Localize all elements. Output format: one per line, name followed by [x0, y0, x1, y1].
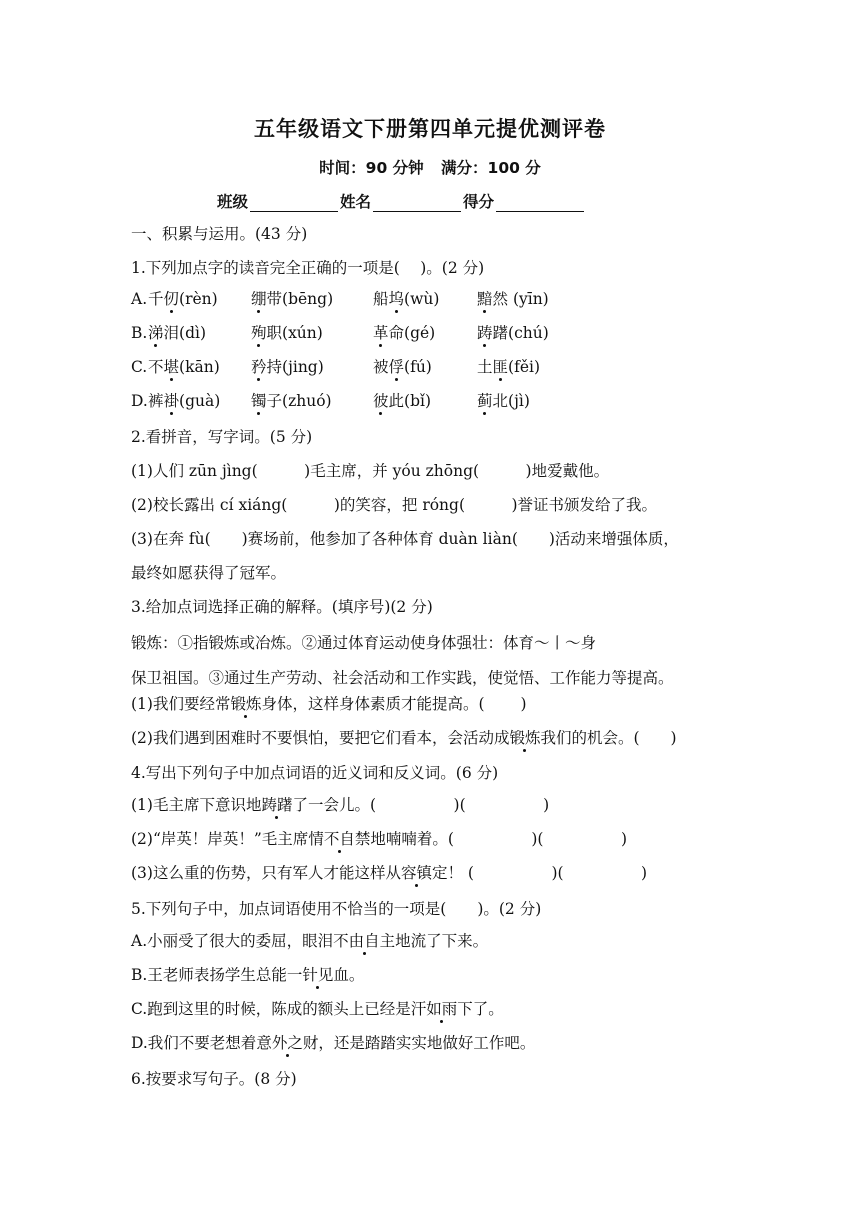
option-item: 被俘(fú)	[373, 358, 432, 376]
option-item: 涕泪(dì)	[148, 324, 206, 342]
option-item: 绷带(bēng)	[251, 290, 334, 308]
full-score: 满分：100 分	[441, 159, 541, 177]
q5-option-a[interactable]: A.小丽受了很大的委屈，眼泪不由自主地流了下来。	[131, 932, 489, 950]
option-item: 土匪(fěi)	[477, 358, 540, 376]
q5-option-c[interactable]: C.跑到这里的时候，陈成的额头上已经是汗如雨下了。	[131, 1000, 504, 1018]
page-title: 五年级语文下册第四单元提优测评卷	[254, 117, 606, 141]
name-label: 姓名	[340, 193, 372, 211]
option-item: 千仞(rèn)	[148, 290, 218, 308]
exam-meta	[0, 156, 860, 178]
student-info	[217, 190, 586, 212]
option-item: 镯子(zhuó)	[251, 392, 332, 410]
option-item: 裤褂(guà)	[148, 392, 221, 410]
q2-line-4: 最终如愿获得了冠军。	[131, 564, 287, 582]
q4-sentence-3[interactable]: (3)这么重的伤势，只有军人才能这样从容镇定！ ( )( )	[131, 864, 648, 882]
option-letter: C.	[131, 358, 148, 376]
question-5-stem: 5.下列句子中，加点词语使用不恰当的一项是( )。(2 分)	[131, 900, 542, 918]
option-item: 殉职(xún)	[251, 324, 323, 342]
time-limit: 时间：90 分钟	[319, 159, 424, 177]
option-letter: D.	[131, 392, 148, 410]
option-item: 船坞(wù)	[373, 290, 440, 308]
q2-line-2[interactable]: (2)校长露出 cí xiáng( )的笑容，把 róng( )誉证书颁发给了我。	[131, 496, 658, 514]
score-label: 得分	[463, 193, 495, 211]
option-letter: B.	[131, 324, 148, 342]
question-4-stem: 4.写出下列句子中加点词语的近义词和反义词。(6 分)	[131, 764, 499, 782]
section-title: 一、积累与运用。(43 分)	[131, 225, 308, 243]
score-blank[interactable]	[496, 195, 584, 212]
question-2-stem: 2.看拼音，写字词。(5 分)	[131, 428, 313, 446]
question-6-stem: 6.按要求写句子。(8 分)	[131, 1070, 297, 1088]
q3-sentence-2[interactable]: (2)我们遇到困难时不要惧怕，要把它们看本，会活动成锻炼我们的机会。( )	[131, 729, 677, 747]
q2-line-1[interactable]: (1)人们 zūn jìng( )毛主席，并 yóu zhōng( )地爱戴他。	[131, 462, 610, 480]
option-item: 黯然 (yīn)	[477, 290, 549, 308]
option-item: 不堪(kān)	[148, 358, 220, 376]
q4-sentence-1[interactable]: (1)毛主席下意识地踌躇了一会儿。( )( )	[131, 796, 550, 814]
q2-line-3[interactable]: (3)在奔 fù( )赛场前，他参加了各种体育 duàn liàn( )活动来增强体质，	[131, 530, 679, 548]
q3-definition-2: 保卫祖国。③通过生产劳动、社会活动和工作实践，使觉悟、工作能力等提高。	[131, 669, 674, 687]
option-item: 革命(gé)	[373, 324, 436, 342]
question-1-stem: 1.下列加点字的读音完全正确的一项是( )。(2 分)	[131, 259, 485, 277]
question-3-stem: 3.给加点词选择正确的解释。(填序号)(2 分)	[131, 598, 433, 616]
q5-option-d[interactable]: D.我们不要老想着意外之财，还是踏踏实实地做好工作吧。	[131, 1034, 536, 1052]
q4-sentence-2[interactable]: (2)“岸英！岸英！”毛主席情不自禁地喃喃着。( )( )	[131, 830, 628, 848]
option-letter: A.	[131, 290, 148, 308]
q5-option-b[interactable]: B.王老师表扬学生总能一针见血。	[131, 966, 365, 984]
option-item: 矜持(jing)	[251, 358, 324, 376]
option-item: 蓟北(jì)	[477, 392, 530, 410]
class-blank[interactable]	[250, 195, 338, 212]
class-label: 班级	[217, 193, 249, 211]
q3-sentence-1[interactable]: (1)我们要经常锻炼身体，这样身体素质才能提高。( )	[131, 695, 527, 713]
option-item: 踌躇(chú)	[477, 324, 549, 342]
q3-definition-1: 锻炼：①指锻炼或冶炼。②通过体育运动使身体强壮：体育～丨～身	[131, 634, 597, 652]
name-blank[interactable]	[373, 195, 461, 212]
option-item: 彼此(bǐ)	[373, 392, 431, 410]
